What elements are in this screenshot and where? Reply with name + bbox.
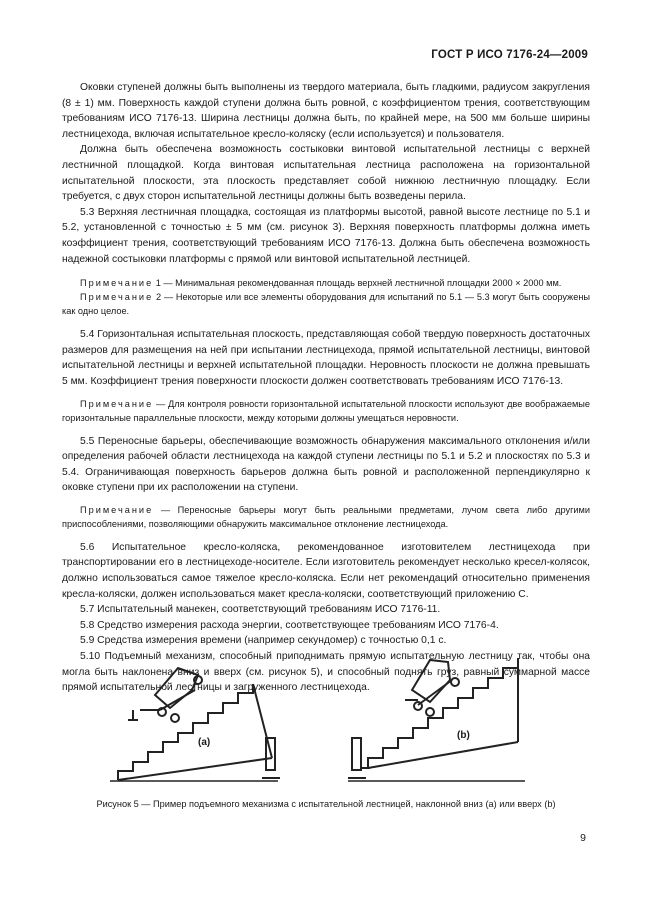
- note-text: — Переносные барьеры могут быть реальными предметами, лучом света либо другими приспособлениями, позволяющими обнаружить максимальное отклонение лестницехода.: [62, 504, 590, 529]
- paragraph: 5.8 Средство измерения расхода энергии, соответствующее требованиям ИСО 7176-4.: [80, 619, 499, 631]
- note-text: — Минимальная рекомендованная площадь верхней лестничной площадки 2000 × 2000 мм.: [160, 278, 562, 289]
- stair-b: [368, 658, 518, 768]
- paragraph: 5.10 Подъемный механизм, способный приподнимать прямую испытательную лестницу так, чтобы она могла быть наклонена вниз и вверх (см. рисунок 5), и способный поднять груз, равный суммарной массе прямой испытательной лестницы и загруженного лестницехода.: [62, 651, 590, 694]
- page-number: 9: [580, 832, 586, 844]
- note-label: Примечание: [80, 398, 154, 409]
- figure-5: [100, 650, 550, 795]
- stair-a: [118, 684, 253, 780]
- figure-caption: Рисунок 5 — Пример подъемного механизма с испытательной лестницей, наклонной вниз (а) или вверх (b): [96, 799, 556, 809]
- document-header: ГОСТ Р ИСО 7176-24—2009: [431, 49, 588, 61]
- paragraph: 5.5 Переносные барьеры, обеспечивающие возможность обнаружения максимального отклонения и/или определения рабочей области лестницехода на каждой ступени лестницы по 5.1 и 5.2 и плоскостях по 5.3 и 5.4. Ограничивающая поверхность барьеров должна быть ровной и расположенной перпендикулярно к оковке ступени при их расположении на ступени.: [62, 435, 590, 494]
- document-body: [62, 80, 590, 696]
- paragraph: Оковки ступеней должны быть выполнены из твердого материала, быть гладкими, радиусом закругления (8 ± 1) мм. Поверхность каждой ступени должна быть ровной, с коэффициентом трения, соответствующим требованиям ИСО 7176-13. Ширина лестницы должна быть, по крайней мере, на 500 мм больше ширины лестницехода, включая испытательное кресло-коляску (если используется) и пользователя.: [62, 82, 590, 140]
- note-text: — Некоторые или все элементы оборудования для испытаний по 5.1 — 5.3 могут быть сооружены как одно целое.: [62, 292, 590, 317]
- note-number: 2: [155, 292, 162, 303]
- paragraph: 5.4 Горизонтальная испытательная плоскость, представляющая собой твердую поверхность достаточных размеров для размещения на ней при испытании лестницехода, прямой испытательной лестницы, винтовой испытательной лестницы и верхней испытательной площадки. Неровность плоскости не должна превышать 5 мм. Коэффициент трения поверхности плоскости должен соответствовать требованиям ИСО 7176-13.: [62, 329, 590, 387]
- lift-column-b: [352, 738, 361, 770]
- note-label: Примечание: [80, 292, 154, 303]
- note-text: — Для контроля ровности горизонтальной испытательной плоскости используют две воображаемые горизонтальные параллельные плоскости, между которыми должны умещаться неровности.: [62, 398, 590, 423]
- stair-b-base: [368, 742, 518, 768]
- figure-label-b: (b): [457, 730, 470, 741]
- note-label: Примечание: [80, 504, 154, 515]
- paragraph: 5.9 Средства измерения времени (например секундомер) с точностью 0,1 с.: [80, 635, 447, 647]
- figure-label-a: (a): [198, 737, 211, 748]
- figure-drawing: [100, 650, 550, 795]
- note: [62, 503, 590, 531]
- note-number: 1: [155, 278, 161, 289]
- note-label: Примечание: [80, 278, 154, 289]
- note: [62, 290, 590, 318]
- stair-a-back: [253, 684, 272, 758]
- paragraph: Должна быть обеспечена возможность состыковки винтовой испытательной лестницы с верхней лестничной площадкой. Когда винтовая испытательная лестница расположена на горизонтальной испытательной плоскости, эта плоскость представляет собой нижнюю лестничную площадку. Если требуется, с двух сторон испытательной лестницы должны быть возведены перила.: [62, 144, 590, 203]
- note: [62, 397, 590, 425]
- paragraph: 5.3 Верхняя лестничная площадка, состоящая из платформы высотой, равной высоте лестнице по 5.1 и 5.2, установленной с точностью ± 5 мм (см. рисунок 3). Верхняя поверхность платформы должна иметь коэффициент трения, соответствующий требованиям ИСО 7176-13. Должна быть обеспечена возможность надежной состыковки платформы с прямой или винтовой испытательной лестницей.: [62, 206, 590, 265]
- paragraph: 5.6 Испытательное кресло-коляска, рекомендованное изготовителем лестницехода при транспортировании его в лестницеходе-носителе. Если изготовитель рекомендует несколько кресел-колясок, должно использоваться самое тяжелое кресло-коляска. Если нет рекомендаций относительно применения кресла-коляски, должен использоваться макет кресла-коляски, соответствующий приложению С.: [62, 541, 590, 600]
- paragraph: 5.7 Испытательный манекен, соответствующий требованиям ИСО 7176-11.: [80, 604, 441, 616]
- note: [62, 276, 590, 290]
- climber-a: [155, 668, 198, 708]
